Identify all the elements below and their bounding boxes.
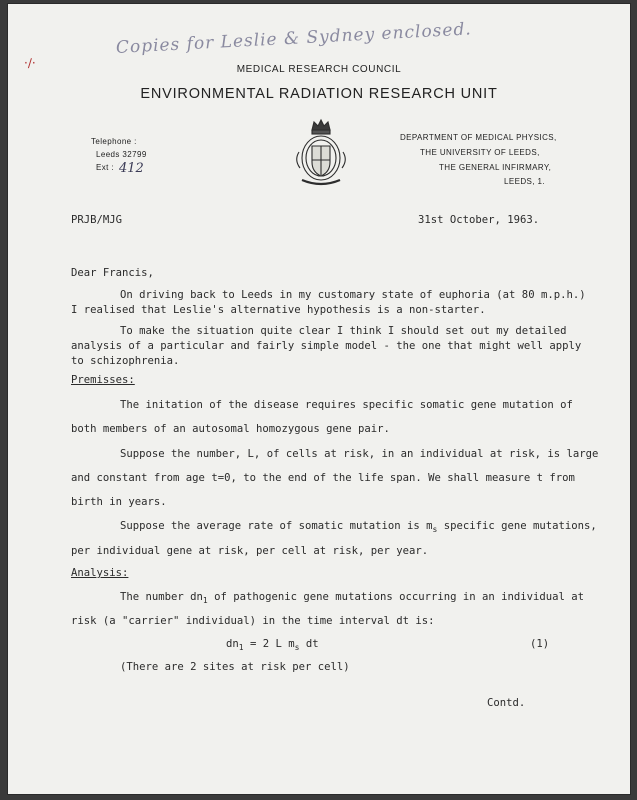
- eq-part-b: = 2 L m: [243, 638, 295, 650]
- analysis-line1: [120, 590, 584, 608]
- reference: PRJB/MJG: [71, 214, 123, 226]
- premiss3-subscript: s: [432, 525, 438, 534]
- premiss3-text-b: specific gene mutations,: [437, 520, 597, 532]
- premiss2-line2: and constant from age t=0, to the end of the life span. We shall measure t from: [71, 472, 575, 484]
- address-infirmary: THE GENERAL INFIRMARY,: [439, 163, 552, 172]
- equation-1: [226, 637, 319, 655]
- telephone-number: Leeds 32799: [96, 150, 147, 159]
- letter-page: [8, 4, 630, 794]
- telephone-label: Telephone :: [91, 137, 137, 146]
- premiss3-line1: [120, 519, 597, 537]
- premiss2-line3: birth in years.: [71, 496, 167, 508]
- salutation: Dear Francis,: [71, 267, 154, 279]
- premiss3-line2: per individual gene at risk, per cell at risk, per year.: [71, 545, 429, 557]
- premiss3-text-a: Suppose the average rate of somatic mutation is m: [120, 520, 433, 532]
- ext-number: 412: [119, 161, 144, 176]
- premiss1-line1: The initation of the disease requires specific somatic gene mutation of: [120, 399, 573, 411]
- eq-subscript-1: 1: [238, 643, 244, 652]
- eq-part-a: dn: [226, 638, 239, 650]
- para1-line2: I realised that Leslie's alternative hypothesis is a non-starter.: [71, 304, 486, 316]
- address-university: THE UNIVERSITY OF LEEDS,: [420, 148, 540, 157]
- address-department: DEPARTMENT OF MEDICAL PHYSICS,: [400, 133, 557, 142]
- eq-part-c: dt: [299, 638, 319, 650]
- handwritten-annotation: Copies for Leslie & Sydney enclosed.: [115, 19, 473, 58]
- premiss2-line1: Suppose the number, L, of cells at risk, in an individual at risk, is large: [120, 448, 599, 460]
- eq-subscript-s: s: [294, 643, 300, 652]
- premiss1-line2: both members of an autosomal homozygous gene pair.: [71, 423, 390, 435]
- contd: Contd.: [487, 697, 526, 709]
- analysis-note: (There are 2 sites at risk per cell): [120, 661, 350, 673]
- para2-line1: To make the situation quite clear I think I should set out my detailed: [120, 325, 567, 337]
- analysis-text-a: The number dn: [120, 591, 203, 603]
- para2-line2: analysis of a particular and fairly simple model - the one that might well apply: [71, 340, 582, 352]
- analysis-line2: risk (a "carrier" individual) in the time interval dt is:: [71, 615, 435, 627]
- premisses-heading: Premisses:: [71, 374, 135, 386]
- red-mark: ·∕·: [24, 56, 36, 70]
- address-city: LEEDS, 1.: [504, 177, 545, 186]
- analysis-subscript: 1: [202, 596, 208, 605]
- para1-line1: On driving back to Leeds in my customary state of euphoria (at 80 m.p.h.): [120, 289, 586, 301]
- council-name: MEDICAL RESEARCH COUNCIL: [236, 64, 402, 75]
- ext-label: Ext :: [96, 163, 115, 172]
- equation-number: (1): [530, 638, 550, 650]
- analysis-heading: Analysis:: [71, 567, 129, 579]
- letter-date: 31st October, 1963.: [418, 214, 540, 226]
- analysis-text-b: of pathogenic gene mutations occurring in an individual at: [207, 591, 585, 603]
- unit-name: ENVIRONMENTAL RADIATION RESEARCH UNIT: [140, 86, 498, 102]
- royal-coat-of-arms-icon: [290, 116, 352, 190]
- para2-line3: to schizophrenia.: [71, 355, 180, 367]
